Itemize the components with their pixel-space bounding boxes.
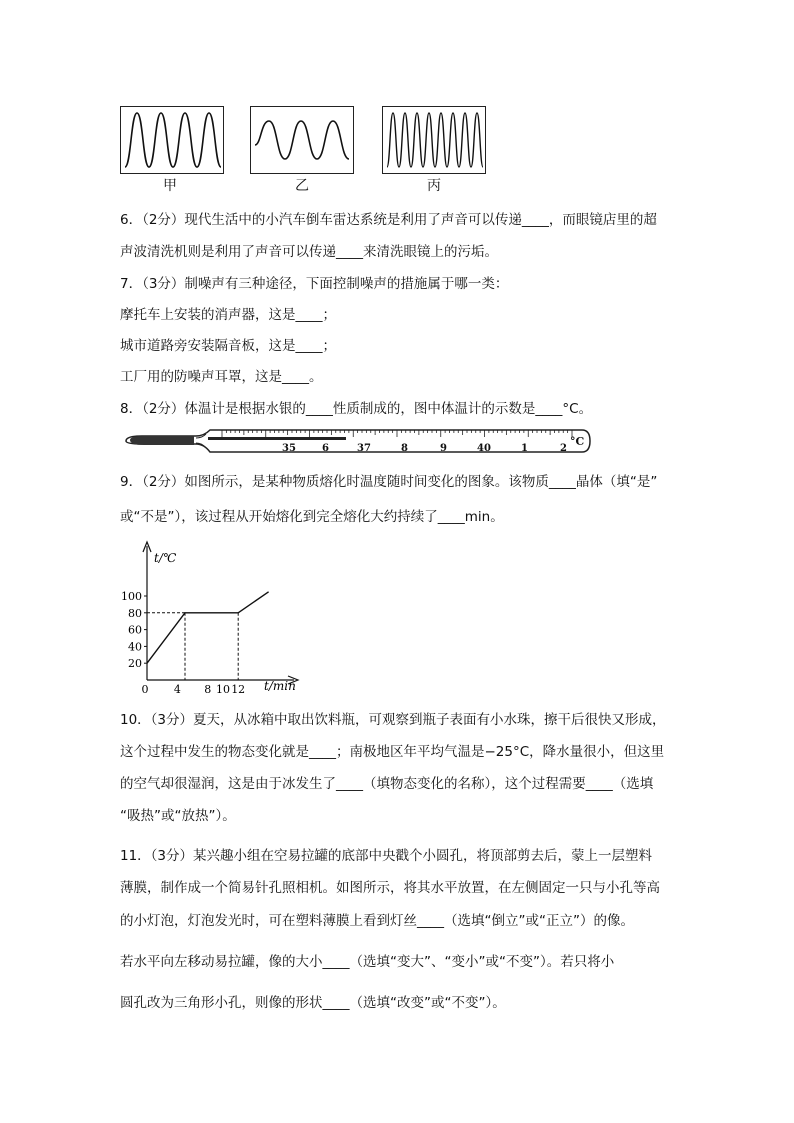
q7-line-2: 摩托车上安装的消声器，这是____；: [120, 307, 336, 323]
x-tick-label: 0: [141, 683, 149, 696]
wave-figure-jia: [120, 106, 224, 174]
y-tick-label: 60: [128, 623, 142, 637]
q9-line-1: 9．（2分）如图所示，是某种物质熔化时温度随时间变化的图象。该物质____晶体（填“是”: [120, 474, 658, 490]
q10-line-1: 10．（3分）夏天，从冰箱中取出饮料瓶，可观察到瓶子表面有小水珠，擦干后很快又形成，: [120, 712, 666, 728]
wave-jia-graph: [121, 107, 223, 173]
q6-line-1: 6．（2分）现代生活中的小汽车倒车雷达系统是利用了声音可以传递____，而眼镜店里的超: [120, 212, 657, 228]
thermometer-num-35: 35: [282, 443, 296, 454]
y-tick-label: 40: [128, 640, 142, 654]
x-tick-label: 4: [173, 683, 181, 696]
q11-line-1: 11．（3分）某兴趣小组在空易拉罐的底部中央戳个小圆孔，将顶部剪去后，蒙上一层塑料: [120, 848, 653, 864]
y-axis-label: t/℃: [154, 551, 177, 565]
y-tick-label: 20: [128, 657, 142, 671]
wave-label-yi: 乙: [295, 178, 309, 194]
q8-line-1: 8．（2分）体温计是根据水银的____性质制成的，图中体温计的示数是____°C。: [120, 401, 593, 417]
temperature-curve: [147, 592, 269, 663]
thermometer-num-36: 6: [322, 443, 329, 454]
wave-figure-bing: [382, 106, 486, 174]
x-tick-label: 12: [231, 683, 246, 696]
thermometer-num-42: 2: [560, 443, 567, 454]
q6-line-2: 声波清洗机则是利用了声音可以传递____来清洗眼镜上的污垢。: [120, 244, 498, 260]
thermometer-num-39: 9: [440, 443, 447, 454]
wave-yi-graph: [251, 107, 353, 173]
q7-line-3: 城市道路旁安装隔音板，这是____；: [120, 338, 336, 354]
wave-yi-curve: [255, 121, 349, 159]
thermometer-num-40: 40: [477, 443, 491, 454]
thermometer-unit: °C: [570, 435, 585, 448]
q9-line-2: 或“不是”），该过程从开始熔化到完全熔化大约持续了____min。: [120, 509, 504, 525]
q7-line-4: 工厂用的防噪声耳罩，这是____。: [120, 369, 323, 385]
mercury-column: [208, 437, 346, 440]
thermometer-num-37: 37: [357, 443, 371, 454]
q11-line-4: 若水平向左移动易拉罐，像的大小____（选填“变大”、“变小”或“不变”）。若只将小: [120, 954, 615, 970]
wave-label-jia: 甲: [163, 178, 177, 194]
thermometer-num-41: 1: [521, 443, 528, 454]
thermometer-figure: [122, 424, 592, 458]
x-tick-label: 8: [204, 683, 212, 696]
mercury-bulb: [130, 436, 194, 445]
q10-line-2: 这个过程中发生的物态变化就是____；南极地区年平均气温是−25°C，降水量很小，但这里: [120, 744, 665, 760]
x-tick-label: 10: [216, 683, 230, 696]
wave-bing-curve: [387, 113, 483, 167]
wave-label-bing: 丙: [427, 178, 441, 194]
q10-line-3: 的空气却很湿润，这是由于冰发生了____（填物态变化的名称），这个过程需要____（选填: [120, 776, 654, 792]
wave-bing-graph: [383, 107, 485, 173]
q11-line-5: 圆孔改为三角形小孔，则像的形状____（选填“改变”或“不变”）。: [120, 995, 506, 1011]
q7-line-1: 7．（3分）制噪声有三种途径，下面控制噪声的措施属于哪一类：: [120, 276, 509, 292]
y-tick-label: 100: [121, 590, 142, 603]
thermometer-num-38: 8: [401, 443, 408, 454]
wave-figure-yi: [250, 106, 354, 174]
wave-jia-curve: [125, 113, 221, 167]
melting-chart: [116, 536, 306, 696]
q11-line-3: 的小灯泡，灯泡发光时，可在塑料薄膜上看到灯丝____（选填“倒立”或“正立”）的像。: [120, 913, 634, 929]
q11-line-2: 薄膜，制作成一个简易针孔照相机。如图所示，将其水平放置，在左侧固定一只与小孔等高: [120, 880, 660, 896]
x-axis-label: t/min: [264, 679, 296, 693]
q10-line-4: “吸热”或“放热”）。: [120, 808, 236, 824]
y-tick-label: 80: [128, 606, 142, 620]
